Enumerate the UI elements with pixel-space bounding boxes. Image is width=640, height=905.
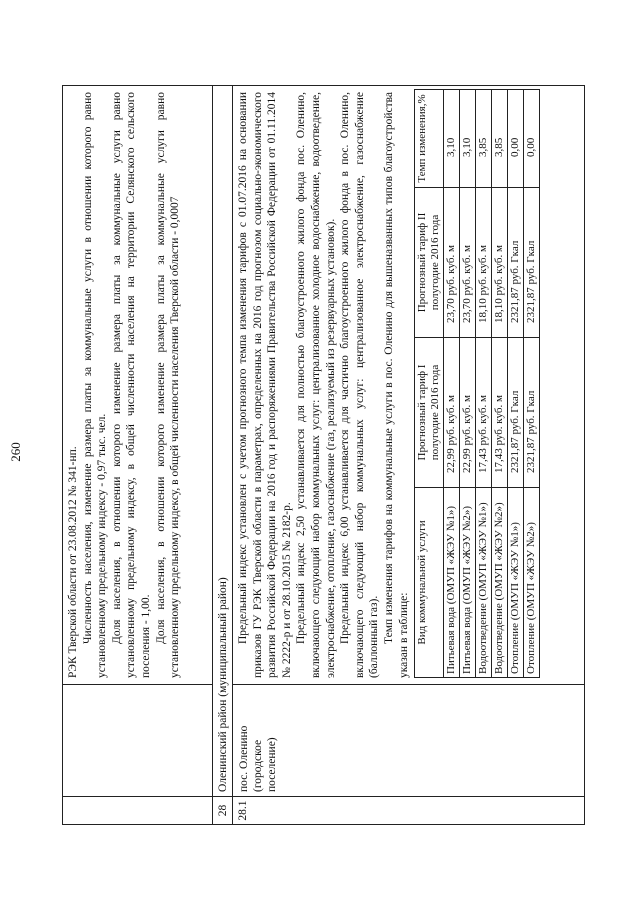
header-cell: Вид коммунальной услуги xyxy=(415,488,444,678)
paragraph: Предельный индекс 6,00 устанавливается для частично благоустроенного жилого фонда в пос. Оленино, включающего следующий набор коммунальных услуг: централизованное электроснабжение, газоснабжение (баллонный газ). xyxy=(339,92,381,678)
tariff-table-header-row xyxy=(415,90,444,678)
tariff-h2-cell: 23,70 руб. куб. м xyxy=(460,188,476,338)
paragraph: Темп изменения тарифов на коммунальные услуги в пос. Оленино для вышеназванных типов благоустройства указан в таблице: xyxy=(382,92,410,678)
table-row xyxy=(524,90,540,678)
tariff-h1-cell: 2321,87 руб. Гкал xyxy=(524,338,540,488)
tariff-h2-cell: 18,10 руб. куб. м xyxy=(492,188,508,338)
tariff-h2-cell: 18,10 руб. куб. м xyxy=(476,188,492,338)
header-cell: Прогнозный тариф II полугодие 2016 года xyxy=(415,188,444,338)
service-cell: Отопление (ОМУП «ЖЭУ №1») xyxy=(508,488,524,678)
table-row-settlement xyxy=(233,86,584,824)
table-row xyxy=(492,90,508,678)
service-cell: Водоотведение (ОМУП «ЖЭУ №2») xyxy=(492,488,508,678)
change-rate-cell: 3,10 xyxy=(444,90,460,188)
service-cell: Питьевая вода (ОМУП «ЖЭУ №2») xyxy=(460,488,476,678)
header-cell: Темп изменения,% xyxy=(415,90,444,188)
description-cell xyxy=(63,86,212,684)
service-cell: Питьевая вода (ОМУП «ЖЭУ №1») xyxy=(444,488,460,678)
change-rate-cell: 0,00 xyxy=(524,90,540,188)
tariff-h2-cell: 23,70 руб. куб. м xyxy=(444,188,460,338)
tariff-h1-cell: 17,43 руб. куб. м xyxy=(476,338,492,488)
tariff-h1-cell: 2321,87 руб. Гкал xyxy=(508,338,524,488)
row-number: 28 xyxy=(213,796,232,824)
paragraph: РЭК Тверской области от 23.08.2012 № 341-нп. xyxy=(67,446,79,678)
page-number: 260 xyxy=(8,442,23,462)
table-row-region xyxy=(213,86,233,824)
tariff-h1-cell: 22,99 руб. куб. м xyxy=(444,338,460,488)
change-rate-cell: 3,10 xyxy=(460,90,476,188)
paragraph: Численность населения, изменение размера платы за коммунальные услуги в отношении которого равно установленному предельному индексу - 0,97 тыс. чел. xyxy=(81,92,109,678)
region-label: Оленинский район (муниципальный район) xyxy=(217,577,229,792)
description-cell xyxy=(233,86,584,684)
change-rate-cell: 0,00 xyxy=(508,90,524,188)
service-cell: Отопление (ОМУП «ЖЭУ №2») xyxy=(524,488,540,678)
row-number-cell xyxy=(63,796,212,824)
change-rate-cell: 3,85 xyxy=(492,90,508,188)
tariff-h1-cell: 17,43 руб. куб. м xyxy=(492,338,508,488)
paragraph: Предельный индекс установлен с учетом прогнозного темпа изменения тарифов с 01.07.2016 на основании приказов ГУ РЭК Тверской области в параметрах, определенных на 2016 год прогнозом социально-экономического развития Российской Федерации на 2016 год и распоряжениями Правительства Российской Федерации от 01.11.2014 № 2222-р и от 28.10.2015 № 2182-р. xyxy=(237,92,293,678)
change-rate-cell: 3,85 xyxy=(476,90,492,188)
row-number: 28.1 xyxy=(233,796,584,824)
service-cell: Водоотведение (ОМУП «ЖЭУ №1») xyxy=(476,488,492,678)
tariff-h2-cell: 2321,87 руб. Гкал xyxy=(508,188,524,338)
paragraph: Доля населения, в отношении которого изменение размера платы за коммунальные услуги равно установленному предельному индексу, в общей численности населения Тверской области - 0,0007 xyxy=(154,92,182,678)
table-row xyxy=(444,90,460,678)
header-cell: Прогнозный тариф I полугодие 2016 года xyxy=(415,338,444,488)
tariff-h1-cell: 22,99 руб. куб. м xyxy=(460,338,476,488)
settlement-name-cell xyxy=(63,684,212,796)
document-table xyxy=(62,85,585,825)
tariff-table xyxy=(414,89,540,678)
paragraph: Доля населения, в отношении которого изменение размера платы за коммунальные услуги равно установленному предельному индексу, в общей численности населения на территории Селянского сельского поселения - 1,00. xyxy=(110,92,152,678)
table-row-continuation xyxy=(63,86,213,824)
table-row xyxy=(460,90,476,678)
table-row xyxy=(508,90,524,678)
paragraph: Предельный индекс 2,50 устанавливается для полностью благоустроенного жилого фонда пос. Оленино, включающего следующий набор коммунальных услуг: централизованное холодное водоснабжение, водоотведение, электроснабжение, отопление, газоснабжение (газ, реализуемый из резервуарных установок). xyxy=(295,92,337,678)
tariff-h2-cell: 2321,87 руб. Гкал xyxy=(524,188,540,338)
settlement-name: пос. Оленино (городское поселение) xyxy=(233,684,584,796)
table-row xyxy=(476,90,492,678)
